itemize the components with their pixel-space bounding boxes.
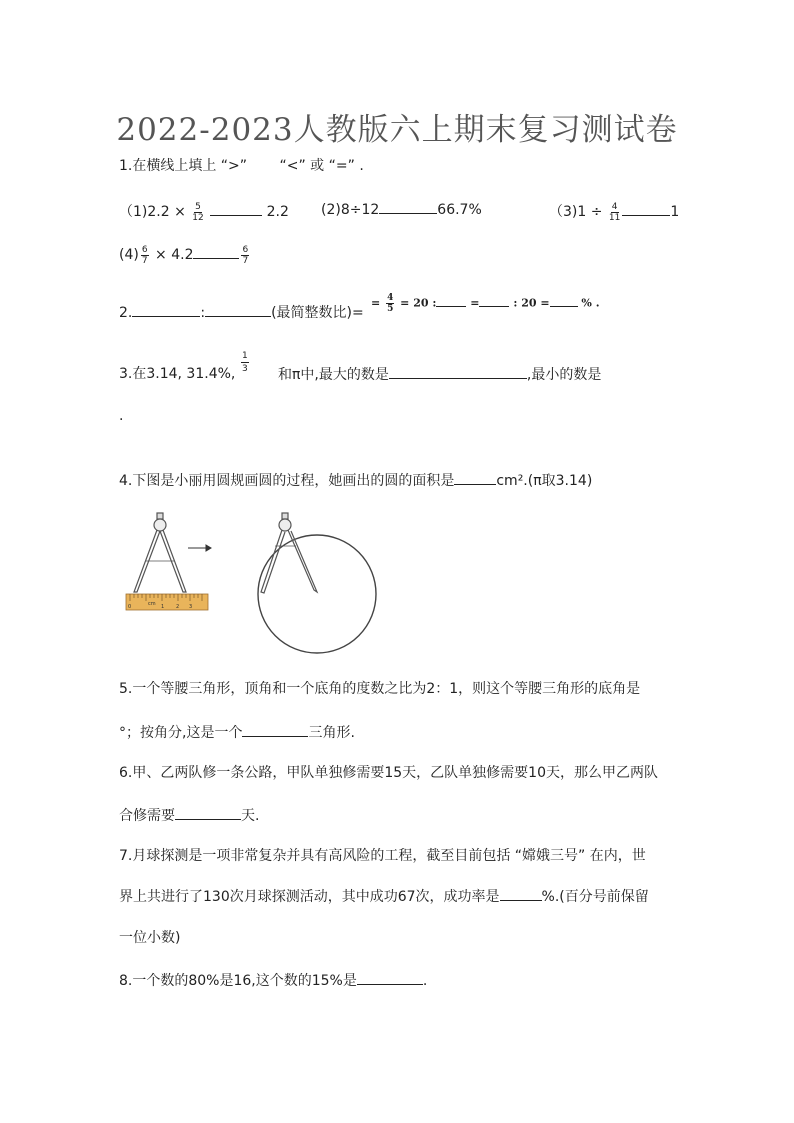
q4-text: 4.下图是小丽用圆规画圆的过程，她画出的圆的面积是 cm².(π取3.14) [119, 470, 592, 491]
q7-line1: 7.月球探测是一项非常复杂并具有高风险的工程，截至目前包括 “嫦娥三号” 在内，世 [119, 848, 646, 864]
ruler-label-1: 1 [161, 604, 165, 610]
q2-eq-blank-1[interactable] [436, 296, 466, 307]
q7-line2: 界上共进行了130次月球探测活动，其中成功67次，成功率是 %.(百分号前保留 [119, 886, 649, 907]
drawn-circle [258, 535, 376, 653]
q1-p3-fraction: $\frac{4}{11}$ [608, 201, 621, 223]
q1-p1-fraction: $\frac{5}{12}$ [192, 201, 204, 223]
q2-line [119, 302, 364, 323]
q5-blank[interactable] [242, 722, 308, 737]
q7-line3: 一位小数) [119, 930, 181, 946]
q2-blank-1[interactable] [132, 302, 200, 317]
q2-note: (最简整数比)= [271, 305, 364, 321]
q2-eq-blank-3[interactable] [550, 296, 578, 307]
q1-p2-blank[interactable] [379, 199, 437, 214]
compass-on-ruler [134, 513, 186, 592]
ruler-label-0: 0 [128, 604, 132, 610]
q6-line1: 6.甲、乙两队修一条公路，甲队单独修需要15天，乙队单独修需要10天，那么甲乙两队 [119, 765, 658, 781]
q1-p3-text: （3)1 ÷ [549, 204, 603, 220]
q2-eq-blank-2[interactable] [479, 296, 509, 307]
q1-p4-fraction2: $\frac{6}{7}$ [242, 244, 249, 266]
q1-part1 [119, 201, 289, 223]
q1-part4 [119, 244, 251, 266]
arrow-icon [188, 545, 211, 551]
q3-fraction-num: 1 [242, 351, 248, 361]
ruler [126, 594, 208, 610]
q1-part3 [549, 201, 679, 223]
q1-p1-post: 2.2 [266, 204, 289, 220]
q5-line1: 5.一个等腰三角形，顶角和一个底角的度数之比为2：1，则这个等腰三角形的底角是 [119, 681, 641, 697]
q7-blank[interactable] [500, 886, 542, 901]
q2-lead: 2. [119, 305, 133, 321]
q2-equation: = $\frac{4}{5}$ = 20 : = : 20 = % . [371, 293, 600, 314]
ruler-label-3: 3 [189, 604, 193, 610]
q1-p4-fraction: $\frac{6}{7}$ [141, 244, 148, 266]
q3-fraction-bar [241, 362, 249, 363]
q1-p4-blank[interactable] [193, 244, 239, 259]
q1-p4-text: (4) [119, 247, 139, 263]
q2-colon: : [200, 305, 206, 321]
ruler-label-cm: cm [148, 601, 156, 607]
q1-part2 [321, 199, 482, 220]
q8-line: 8.一个数的80%是16,这个数的15%是 . [119, 970, 427, 991]
page-title: 2022-2023人教版六上期末复习测试卷 [116, 112, 678, 148]
q4-blank[interactable] [454, 470, 496, 485]
q3-blank-1[interactable] [389, 364, 527, 379]
q1-p2-text: (2)8÷12 [321, 202, 380, 218]
q8-blank[interactable] [357, 970, 423, 985]
q1-stem: 1.在横线上填上 “>” “<” 或 “=” . [119, 158, 364, 174]
q1-p3-blank[interactable] [622, 201, 670, 216]
q1-p2-post: 66.7% [437, 202, 482, 218]
q1-p1-blank[interactable] [210, 201, 262, 216]
q2-eq-fraction: $\frac{4}{5}$ [387, 293, 394, 314]
q3-mid: 和π中,最大的数是 ,最小的数是 [278, 364, 601, 385]
q3-dot: . [119, 408, 124, 424]
q6-blank[interactable] [175, 805, 241, 820]
q1-p4-mid: × 4.2 [155, 247, 194, 263]
q3-fraction-den: 3 [242, 364, 248, 374]
q5-line2: °；按角分,这是一个 三角形. [119, 722, 355, 743]
q2-blank-2[interactable] [205, 302, 271, 317]
q3-pre: 3.在3.14, 31.4%, [119, 366, 236, 382]
q6-line2: 合修需要 天. [119, 805, 259, 826]
compass-figure [120, 506, 420, 654]
q1-p3-post: 1 [670, 204, 680, 220]
compass-drawing [261, 513, 317, 593]
ruler-label-2: 2 [176, 604, 180, 610]
q1-p1-text: （1)2.2 × [119, 204, 186, 220]
